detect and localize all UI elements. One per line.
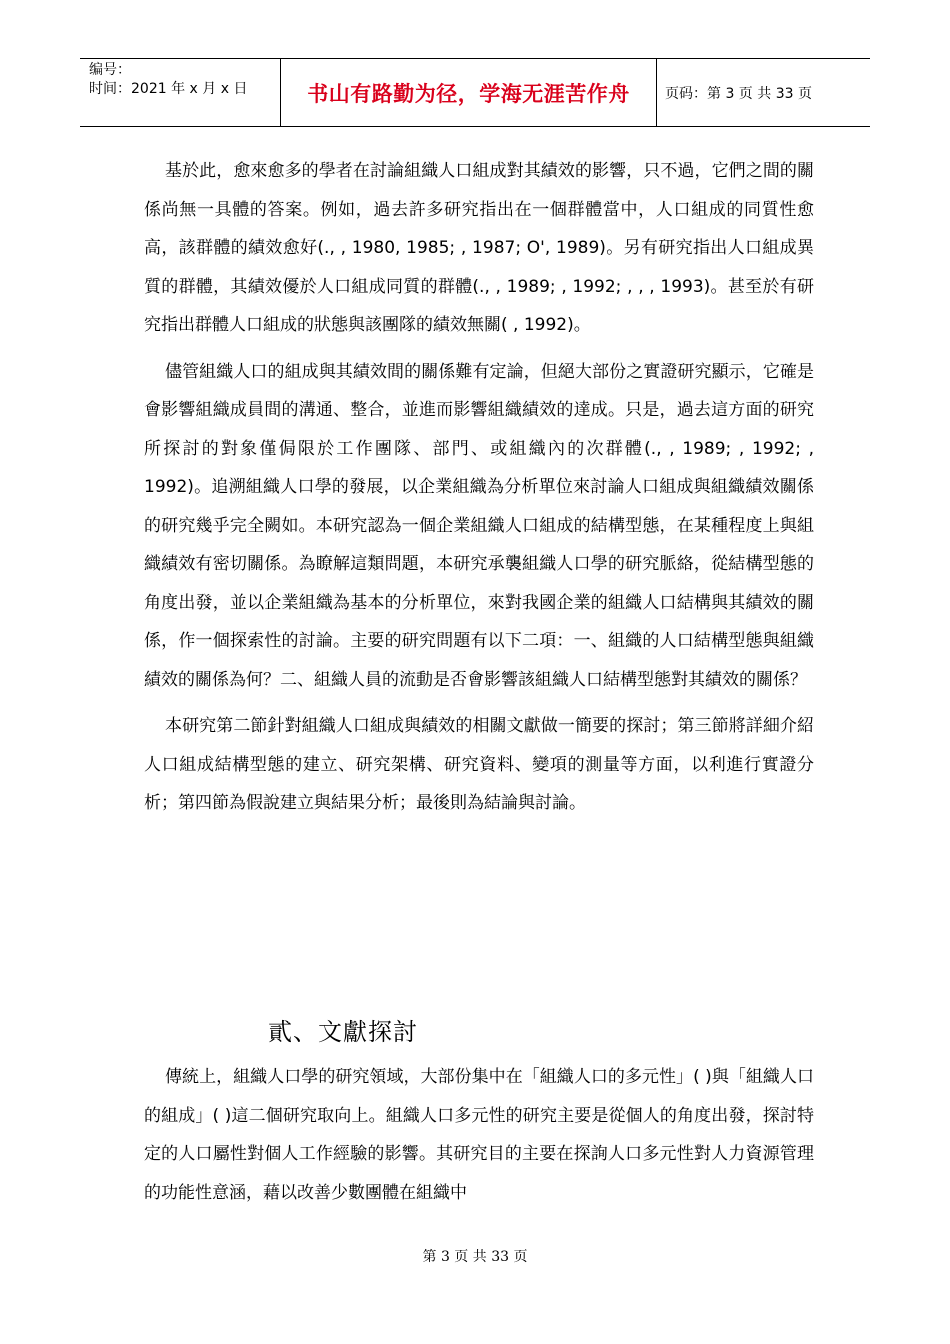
paragraph-3: 本研究第二節針對組織人口組成與績效的相關文獻做一簡要的探討；第三節將詳細介紹人口組成結構型態的建立、研究架構、研究資料、變項的測量等方面，以利進行實證分析；第四節為假說建立與結果分析；最後則為結論與討論。: [144, 716, 814, 813]
number-label: 编号：: [89, 62, 131, 78]
section-title: 貳、文獻探討: [268, 1018, 418, 1046]
header-page-info-cell: [665, 59, 870, 126]
paragraph-2: 儘管組織人口的組成與其績效間的關係難有定論，但絕大部份之實證研究顯示，它確是會影響組織成員間的溝通、整合，並進而影響組織績效的達成。只是，過去這方面的研究所探討的對象僅侷限於工作團隊、部門、或組織內的次群體(., , 1989; , 1992; , 1992)。追溯組織人口學的發展，以企業組織為分析單位來討論人口組成與組織績效關係的研究幾乎完全闕如。本研究認為一個企業組織人口組成的結構型態，在某種程度上與組織績效有密切關係。為瞭解這類問題，本研究承襲組織人口學的研究脈絡，從結構型態的角度出發，並以企業組織為基本的分析單位，來對我國企業的組織人口結構與其績效的關係，作一個探索性的討論。主要的研究問題有以下二項：一、組織的人口結構型態與組織績效的關係為何？二、組織人員的流動是否會影響該組織人口結構型態對其績效的關係？: [144, 361, 814, 690]
section-paragraph: 傳統上，組織人口學的研究領域，大部份集中在「組織人口的多元性」( )與「組織人口的組成」( )這二個研究取向上。組織人口多元性的研究主要是從個人的角度出發，探討特定的人口屬性對個人工作經驗的影響。其研究目的主要在探詢人口多元性對人力資源管理的功能性意涵，藉以改善少數團體在組織中: [144, 1067, 814, 1203]
header-page-info: 页码：第 3 页 共 33 页: [665, 85, 812, 102]
time-label: 时间：2021 年 x 月 x 日: [89, 81, 248, 97]
body-text: [144, 152, 814, 831]
page-footer: 第 3 页 共 33 页: [422, 1249, 528, 1265]
header-motto-cell: [281, 59, 657, 126]
section-body: [144, 1058, 814, 1212]
header-motto: 书山有路勤为径，学海无涯苦作舟: [307, 81, 630, 106]
header-meta: [80, 59, 281, 126]
paragraph-1: 基於此，愈來愈多的學者在討論組織人口組成對其績效的影響，只不過，它們之間的關係尚無一具體的答案。例如，過去許多研究指出在一個群體當中，人口組成的同質性愈高，該群體的績效愈好(., , 1980, 1985; , 1987; O', 1989)。另有研究指出人口組成異質的群體，其績效優於人口組成同質的群體(., , 1989; , 1992; , , , 1993)。甚至於有研究指出群體人口組成的狀態與該團隊的績效無關( , 1992)。: [144, 161, 814, 335]
page-header: [80, 58, 870, 127]
